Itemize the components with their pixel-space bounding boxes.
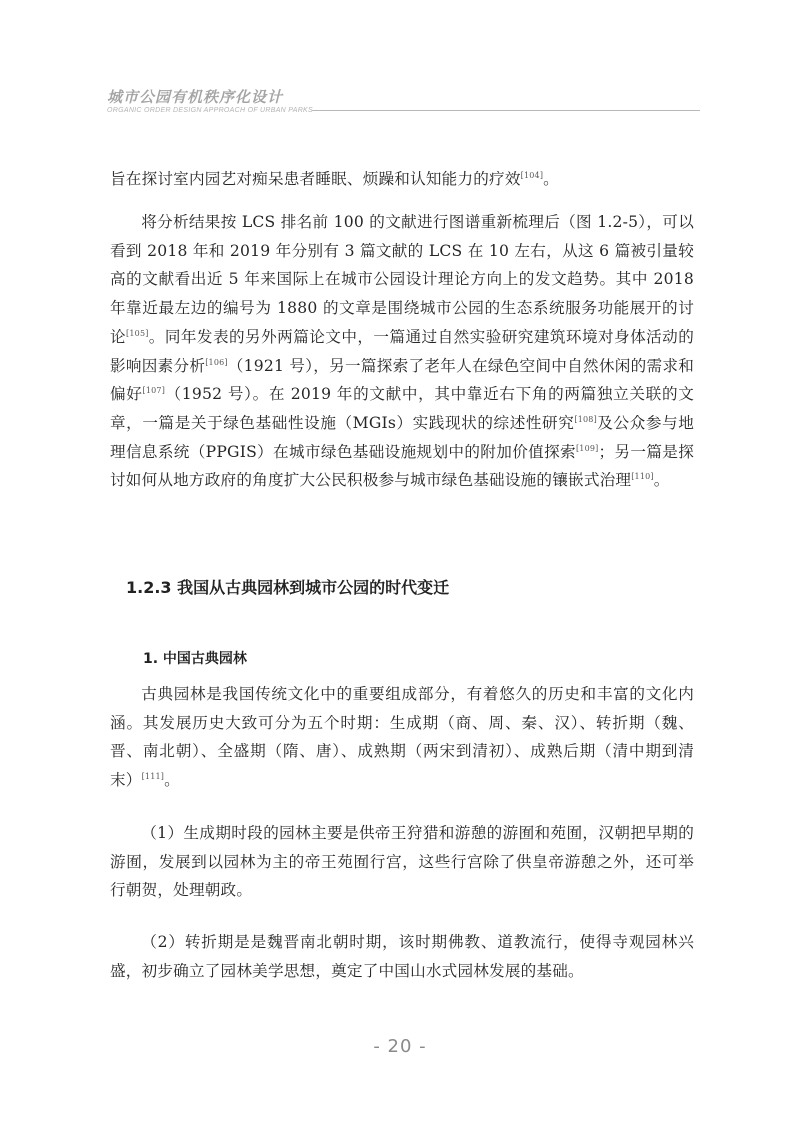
text-run: 旨在探讨室内园艺对痴呆患者睡眠、烦躁和认知能力的疗效 bbox=[110, 170, 521, 188]
text-run: 。 bbox=[164, 771, 180, 790]
citation-ref: [110] bbox=[631, 472, 654, 482]
paragraph-text: （1）生成期时段的园林主要是供帝王狩猎和游憩的游囿和苑囿，汉朝把早期的游囿，发展到以园林为主的帝王苑囿行宫，这些行宫除了供皇帝游憩之外，还可举行朝贺，处理朝政。 bbox=[110, 824, 694, 900]
paragraph-text bbox=[110, 165, 694, 194]
paragraph-text bbox=[110, 680, 694, 795]
page-number: - 20 - bbox=[373, 1036, 427, 1057]
text-run: ；另一篇是探讨如何从地方政府的角度扩大公民积极参与城市绿色基础设施的镶嵌式治理 bbox=[110, 442, 695, 490]
paragraph-continuation bbox=[110, 165, 694, 194]
paragraph-transition-period bbox=[110, 928, 694, 985]
section-heading: 1.2.3 我国从古典园林到城市公园的时代变迁 bbox=[126, 578, 450, 597]
paragraph-text: （2）转折期是是魏晋南北朝时期，该时期佛教、道教流行，使得寺观园林兴盛，初步确立了园林美学思想，奠定了中国山水式园林发展的基础。 bbox=[110, 933, 694, 980]
text-run: 。同年发表的另外两篇论文中，一篇通过自然实验研究建筑环境对身体活动的影响因素分析 bbox=[110, 327, 694, 375]
text-run: （1952 号）。在 2019 年的文献中，其中靠近右下角的两篇独立关联的文章，一篇是关于绿色基础性设施（MGIs）实践现状的综述性研究 bbox=[110, 385, 694, 432]
paragraph-lcs-analysis bbox=[110, 208, 694, 495]
citation-ref: [104] bbox=[520, 171, 544, 180]
text-run: 及公众参与地理信息系统（PPGIS）在城市绿色基础设施规划中的附加价值探索 bbox=[110, 413, 694, 461]
citation-ref: [111] bbox=[141, 772, 165, 782]
paragraph-formation-period bbox=[110, 819, 694, 905]
header-title: 城市公园有机秩序化设计 bbox=[107, 88, 284, 106]
citation-ref: [105] bbox=[126, 328, 149, 338]
citation-ref: [108] bbox=[574, 414, 597, 424]
paragraph-text bbox=[110, 208, 694, 495]
header-rule bbox=[312, 110, 700, 111]
citation-ref: [109] bbox=[575, 443, 599, 453]
text-run: 古典园林是我国传统文化中的重要组成部分，有着悠久的历史和丰富的文化内涵。其发展历史大致可分为五个时期：生成期（商、周、秦、汉）、转折期（魏、晋、南北朝）、全盛期（隋、唐）、成熟期（两宋到清初）、成熟后期（清中期到清末） bbox=[110, 685, 694, 790]
citation-ref: [107] bbox=[142, 386, 166, 396]
header-subtitle: ORGANIC ORDER DESIGN APPROACH OF URBAN PARKS bbox=[107, 107, 313, 114]
paragraph-classical-gardens bbox=[110, 680, 694, 795]
text-run: 。 bbox=[653, 471, 670, 490]
text-run: 。 bbox=[543, 170, 559, 188]
text-run: （1921 号），另一篇探索了老年人在绿色空间中自然休闲的需求和偏好 bbox=[110, 356, 694, 404]
running-header bbox=[107, 88, 697, 115]
sub-heading: 1. 中国古典园林 bbox=[143, 651, 247, 667]
text-run: 将分析结果按 LCS 排名前 100 的文献进行图谱重新梳理后（图 1.2-5），可以看到 2018 年和 2019 年分别有 3 篇文献的 LCS 在 10 左右，从这 6 篇被引量较高的文献看出近 5 年来国际上在城市公园设计理论方向上的发文趋势。其中 2018 年靠近最左边的编号为 1880 的文章是围绕城市公园的生态系统服务功能展开的讨论 bbox=[110, 213, 694, 346]
citation-ref: [106] bbox=[205, 357, 228, 367]
